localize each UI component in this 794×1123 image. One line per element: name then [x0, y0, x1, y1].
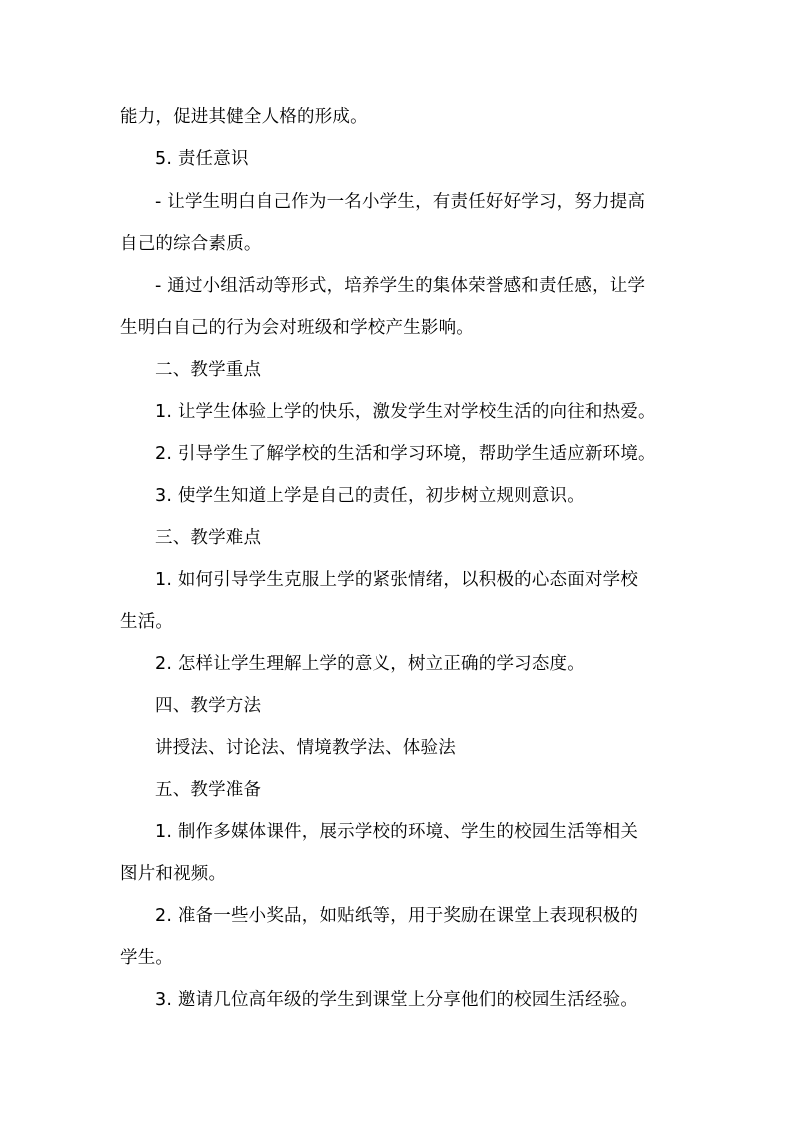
list-item: 1. 制作多媒体课件，展示学校的环境、学生的校园生活等相关 — [155, 822, 639, 842]
list-item: 3. 邀请几位高年级的学生到课堂上分享他们的校园生活经验。 — [155, 990, 639, 1010]
list-item-continuation: 生活。 — [120, 612, 174, 632]
list-item: 3. 使学生知道上学是自己的责任，初步树立规则意识。 — [155, 486, 585, 506]
list-item-continuation: 图片和视频。 — [120, 864, 227, 884]
bullet-line: - 让学生明白自己作为一名小学生，有责任好好学习，努力提高 — [155, 192, 646, 212]
list-item-continuation: 学生。 — [120, 948, 174, 968]
subheading-responsibility: 5. 责任意识 — [155, 149, 249, 169]
section-heading-key-points: 二、教学重点 — [155, 360, 262, 380]
section-heading-difficulties: 三、教学难点 — [155, 528, 262, 548]
bullet-continuation: 自己的综合素质。 — [120, 234, 262, 254]
section-heading-methods: 四、教学方法 — [155, 696, 262, 716]
list-item: 2. 引导学生了解学校的生活和学习环境，帮助学生适应新环境。 — [155, 444, 656, 464]
methods-text: 讲授法、讨论法、情境教学法、体验法 — [155, 738, 456, 758]
bullet-continuation: 生明白自己的行为会对班级和学校产生影响。 — [120, 318, 474, 338]
list-item: 2. 怎样让学生理解上学的意义，树立正确的学习态度。 — [155, 654, 585, 674]
section-heading-preparation: 五、教学准备 — [155, 780, 262, 800]
list-item: 1. 如何引导学生克服上学的紧张情绪，以积极的心态面对学校 — [155, 570, 639, 590]
paragraph-continuation: 能力，促进其健全人格的形成。 — [120, 107, 368, 127]
list-item: 1. 让学生体验上学的快乐，激发学生对学校生活的向往和热爱。 — [155, 402, 656, 422]
bullet-line: - 通过小组活动等形式，培养学生的集体荣誉感和责任感，让学 — [155, 276, 646, 296]
list-item: 2. 准备一些小奖品，如贴纸等，用于奖励在课堂上表现积极的 — [155, 906, 639, 926]
